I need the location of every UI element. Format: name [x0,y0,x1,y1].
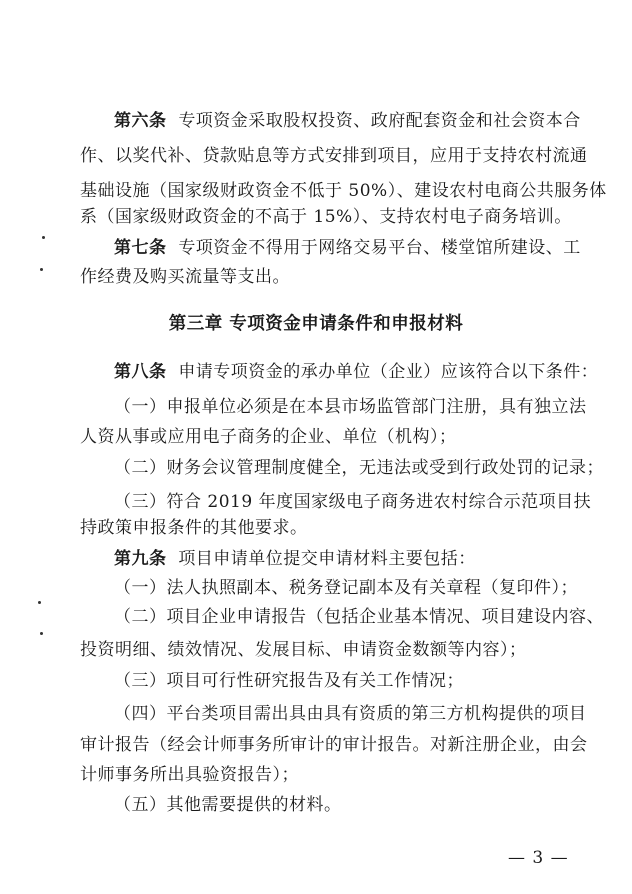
article-6-line-2: 作、以奖代补、贷款贴息等方式安排到项目，应用于支持农村流通 [80,146,588,166]
article-9-item-2-line-1: （二）项目企业申请报告（包括企业基本情况、项目建设内容、 [114,607,604,627]
article-8-text: 申请专项资金的承办单位（企业）应该符合以下条件： [178,362,599,382]
article-9-item-4-line-1: （四）平台类项目需出具由具有资质的第三方机构提供的项目 [114,704,587,724]
scan-speck [38,601,41,604]
scan-speck [40,632,43,635]
article-9-line-1 [114,548,476,570]
article-7-heading: 第七条 [114,238,167,258]
article-6-line-3: 基础设施（国家级财政资金不低于 50%）、建设农村电商公共服务体 [80,181,607,201]
article-6-text: 专项资金采取股权投资、政府配套资金和社会资本合 [178,111,581,131]
article-7-line-1 [114,237,581,259]
article-9-item-3: （三）项目可行性研究报告及有关工作情况； [114,671,464,691]
article-9-item-4-line-3: 计师事务所出具验资报告）； [80,765,299,785]
chapter-3-title: 第三章 专项资金申请条件和申报材料 [168,314,464,334]
article-6-heading: 第六条 [114,111,167,131]
scan-speck [40,268,43,271]
article-9-item-5: （五）其他需要提供的材料。 [114,795,342,815]
article-9-item-4-line-2: 审计报告（经会计师事务所审计的审计报告。对新注册企业，由会 [80,735,588,755]
article-6-line-1 [114,110,581,132]
article-8-item-1-line-2: 人资从事或应用电子商务的企业、单位（机构）； [80,427,457,447]
article-9-heading: 第九条 [114,549,167,569]
article-6-line-4: 系（国家级财政资金的不高于 15%）、支持农村电子商务培训。 [80,207,572,227]
article-8-line-1 [114,361,598,383]
article-8-item-3-line-1: （三）符合 2019 年度国家级电子商务进农村综合示范项目扶 [114,492,592,512]
article-9-item-2-line-2: 投资明细、绩效情况、发展目标、申请资金数额等内容）； [80,640,527,660]
scan-speck [42,236,45,239]
article-7-line-2: 作经费及购买流量等支出。 [80,267,290,287]
article-9-text: 项目申请单位提交申请材料主要包括： [178,549,476,569]
article-8-heading: 第八条 [114,362,167,382]
article-8-item-1-line-1: （一）申报单位必须是在本县市场监管部门注册，具有独立法 [114,397,587,417]
page-number: — 3 — [508,848,569,868]
article-9-item-1: （一）法人执照副本、税务登记副本及有关章程（复印件）； [114,578,578,598]
article-8-item-2: （二）财务会议管理制度健全，无违法或受到行政处罚的记录； [114,458,604,478]
article-7-text: 专项资金不得用于网络交易平台、楼堂馆所建设、工 [178,238,581,258]
article-8-item-3-line-2: 持政策申报条件的其他要求。 [80,518,308,538]
